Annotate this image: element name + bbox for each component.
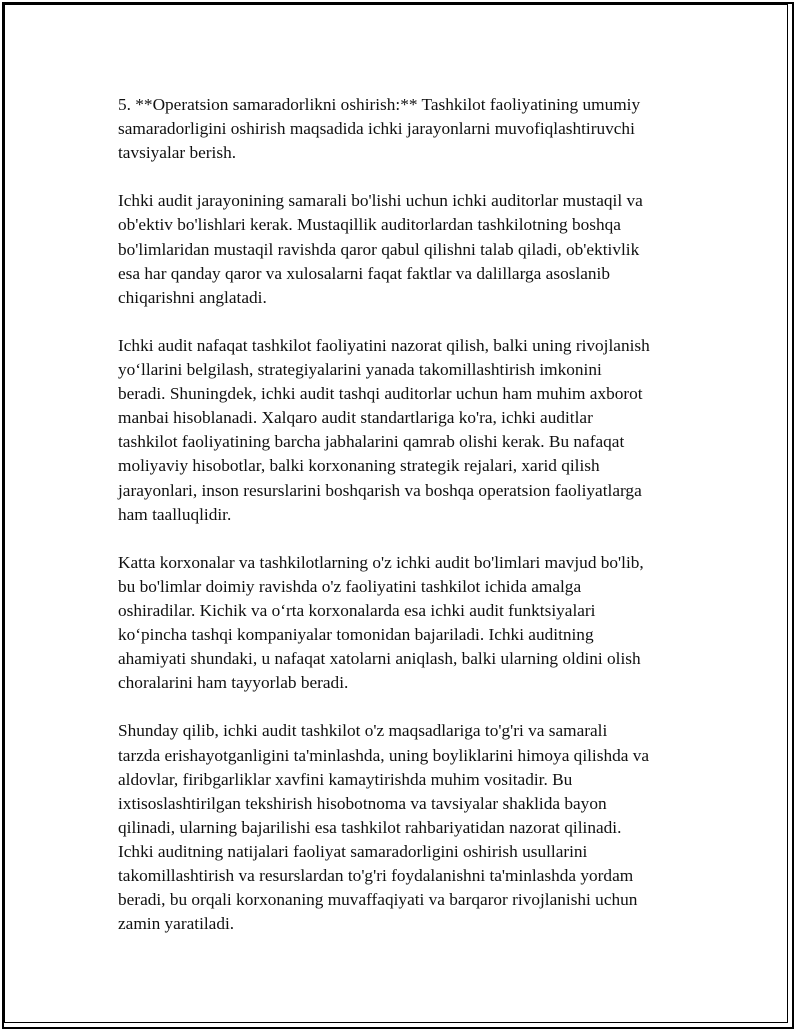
text-line: Ichki audit jarayonining samarali bo'lishi uchun ichki auditorlar mustaqil va <box>118 191 643 211</box>
text-line: moliyaviy hisobotlar, balki korxonaning strategik rejalari, xarid qilish <box>118 456 600 476</box>
text-line: chiqarishni anglatadi. <box>118 287 267 307</box>
text-line: tavsiyalar berish. <box>118 143 237 163</box>
paragraph-3 <box>118 334 698 527</box>
text-line: bu bo'limlar doimiy ravishda o'z faoliyatini tashkilot ichida amalga <box>118 576 582 596</box>
text-line: jarayonlari, inson resurslarini boshqarish va boshqa operatsion faoliyatlarga <box>118 480 642 500</box>
paragraph-2 <box>118 189 698 309</box>
text-line: tarzda erishayotganligini ta'minlashda, uning boyliklarini himoya qilishda va <box>118 745 650 765</box>
text-line: aldovlar, firibgarliklar xavfini kamaytirishda muhim vositadir. Bu <box>118 769 573 789</box>
text-line: takomillashtirish va resurslardan to'g'ri foydalanishni ta'minlashda yordam <box>118 866 634 885</box>
text-line: Katta korxonalar va tashkilotlarning o'z ichki audit bo'limlari mavjud bo'lib, <box>118 552 644 572</box>
paragraph-5 <box>118 719 698 936</box>
text-line: ham taalluqlidir. <box>118 504 232 524</box>
text-line: Ichki audit nafaqat tashkilot faoliyatini nazorat qilish, balki uning rivojlanish <box>118 335 650 355</box>
text-line: ko‘pincha tashqi kompaniyalar tomonidan bajariladi. Ichki auditning <box>118 625 594 645</box>
text-line: manbai hisoblanadi. Xalqaro audit standartlariga ko'ra, ichki auditlar <box>118 408 593 428</box>
text-line: esa har qanday qaror va xulosalarni faqat faktlar va dalillarga asoslanib <box>118 263 610 283</box>
text-line: ixtisoslashtirilgan tekshirish hisobotnoma va tavsiyalar shaklida bayon <box>118 793 607 813</box>
text-line: zamin yaratiladi. <box>118 914 235 934</box>
text-line: yo‘llarini belgilash, strategiyalarini yanada takomillashtirish imkonini <box>118 360 602 380</box>
text-line: 5. **Operatsion samaradorlikni oshirish:** Tashkilot faoliyatining umumiy <box>118 95 641 114</box>
text-line: tashkilot faoliyatining barcha jabhalarini qamrab olishi kerak. Bu nafaqat <box>118 432 625 452</box>
text-line: ob'ektiv bo'lishlari kerak. Mustaqillik auditorlardan tashkilotning boshqa <box>118 215 621 235</box>
text-line: oshiradilar. Kichik va o‘rta korxonalarda esa ichki audit funktsiyalari <box>118 600 596 620</box>
text-line: qilinadi, ularning bajarilishi esa tashkilot rahbariyatidan nazorat qilinadi. <box>118 817 622 837</box>
text-line: ahamiyati shundaki, u nafaqat xatolarni aniqlash, balki ularning oldini olish <box>118 649 641 669</box>
document-body <box>118 93 698 960</box>
text-line: beradi. Shuningdek, ichki audit tashqi auditorlar uchun ham muhim axborot <box>118 384 643 404</box>
paragraph-1 <box>118 93 698 165</box>
text-line: samaradorligini oshirish maqsadida ichki jarayonlarni muvofiqlashtiruvchi <box>118 119 635 139</box>
text-line: choralarini ham tayyorlab beradi. <box>118 673 349 693</box>
text-line: bo'limlaridan mustaqil ravishda qaror qabul qilishni talab qiladi, ob'ektivlik <box>118 239 640 259</box>
text-line: Shunday qilib, ichki audit tashkilot o'z maqsadlariga to'g'ri va samarali <box>118 721 608 741</box>
text-line: Ichki auditning natijalari faoliyat samaradorligini oshirish usullarini <box>118 841 588 861</box>
paragraph-4 <box>118 551 698 696</box>
text-line: beradi, bu orqali korxonaning muvaffaqiyati va barqaror rivojlanishi uchun <box>118 890 638 910</box>
